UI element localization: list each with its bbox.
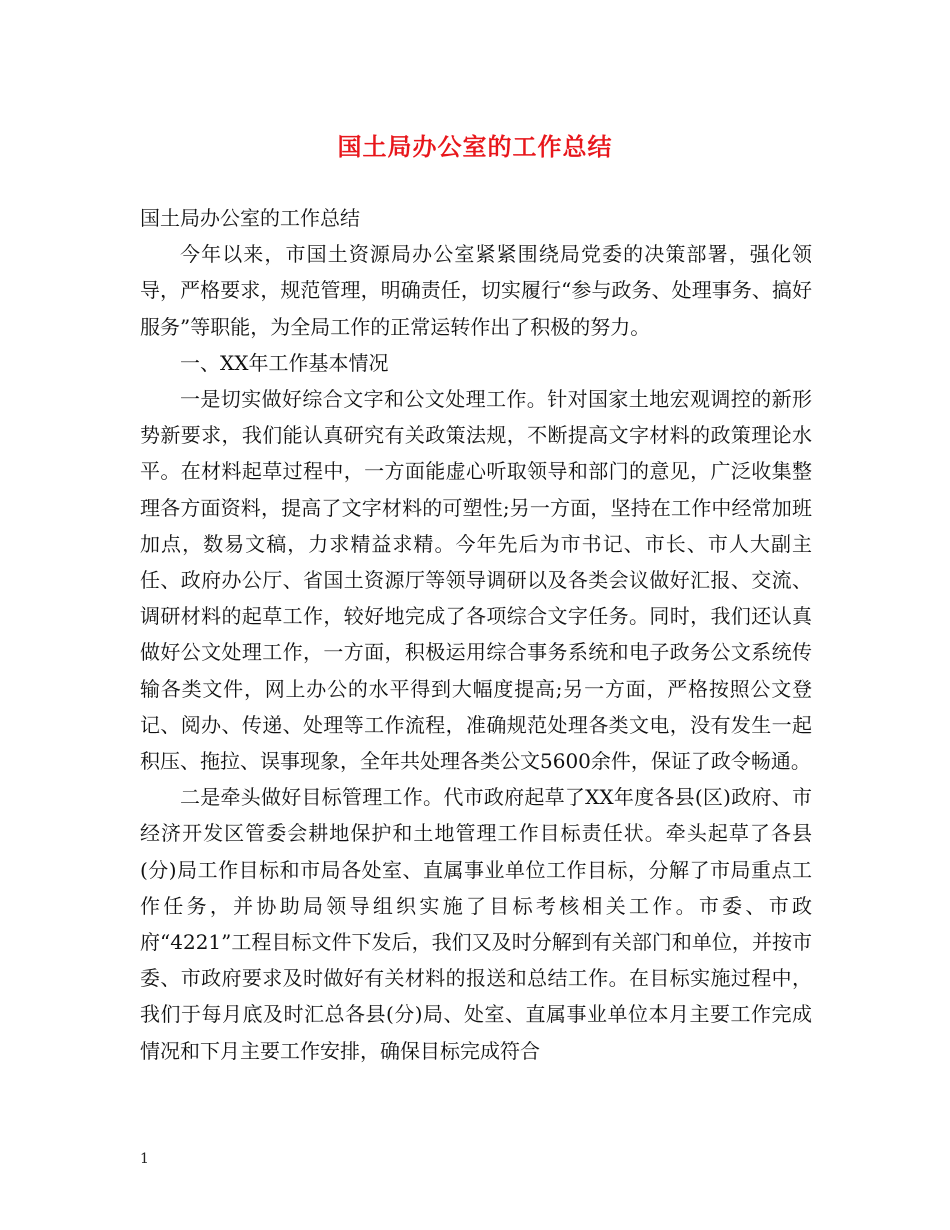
document-body [140,200,812,1069]
section-heading: 一、XX年工作基本情况 [180,350,389,375]
document-subtitle-paragraph: 国土局办公室的工作总结 [140,206,360,230]
body-paragraph-1: 一是切实做好综合文字和公文处理工作。针对国家土地宏观调控的新形势新要求，我们能认真研究有关政策法规，不断提高文字材料的政策理论水平。在材料起草过程中，一方面能虚心听取领导和部门的意见，广泛收集整理各方面资料，提高了文字材料的可塑性;另一方面，坚持在工作中经常加班加点，数易文稿，力求精益求精。今年先后为市书记、市长、市人大副主任、政府办公厅、省国土资源厅等领导调研以及各类会议做好汇报、交流、调研材料的起草工作，较好地完成了各项综合文字任务。同时，我们还认真做好公文处理工作，一方面，积极运用综合事务系统和电子政务公文系统传输各类文件，网上办公的水平得到大幅度提高;另一方面，严格按照公文登记、阅办、传递、处理等工作流程，准确规范处理各类文电，没有发生一起积压、拖拉、误事现象，全年共处理各类公文5600余件，保证了政令畅通。 [140,387,812,774]
page-number: 1 [140,1151,149,1167]
document-title: 国土局办公室的工作总结 [337,132,613,161]
body-paragraph-2: 二是牵头做好目标管理工作。代市政府起草了XX年度各县(区)政府、市经济开发区管委会耕地保护和土地管理工作目标责任状。牵头起草了各县(分)局工作目标和市局各处室、直属事业单位工作目标，分解了市局重点工作任务，并协助局领导组织实施了目标考核相关工作。市委、市政府“4221”工程目标文件下发后，我们又及时分解到有关部门和单位，并按市委、市政府要求及时做好有关材料的报送和总结工作。在目标实施过程中，我们于每月底及时汇总各县(分)局、处室、直属事业单位本月主要工作完成情况和下月主要工作安排，确保目标完成符合 [140,785,812,1063]
intro-paragraph: 今年以来，市国土资源局办公室紧紧围绕局党委的决策部署，强化领导，严格要求，规范管理，明确责任，切实履行“参与政务、处理事务、搞好服务”等职能，为全局工作的正常运转作出了积极的努力。 [140,242,812,339]
